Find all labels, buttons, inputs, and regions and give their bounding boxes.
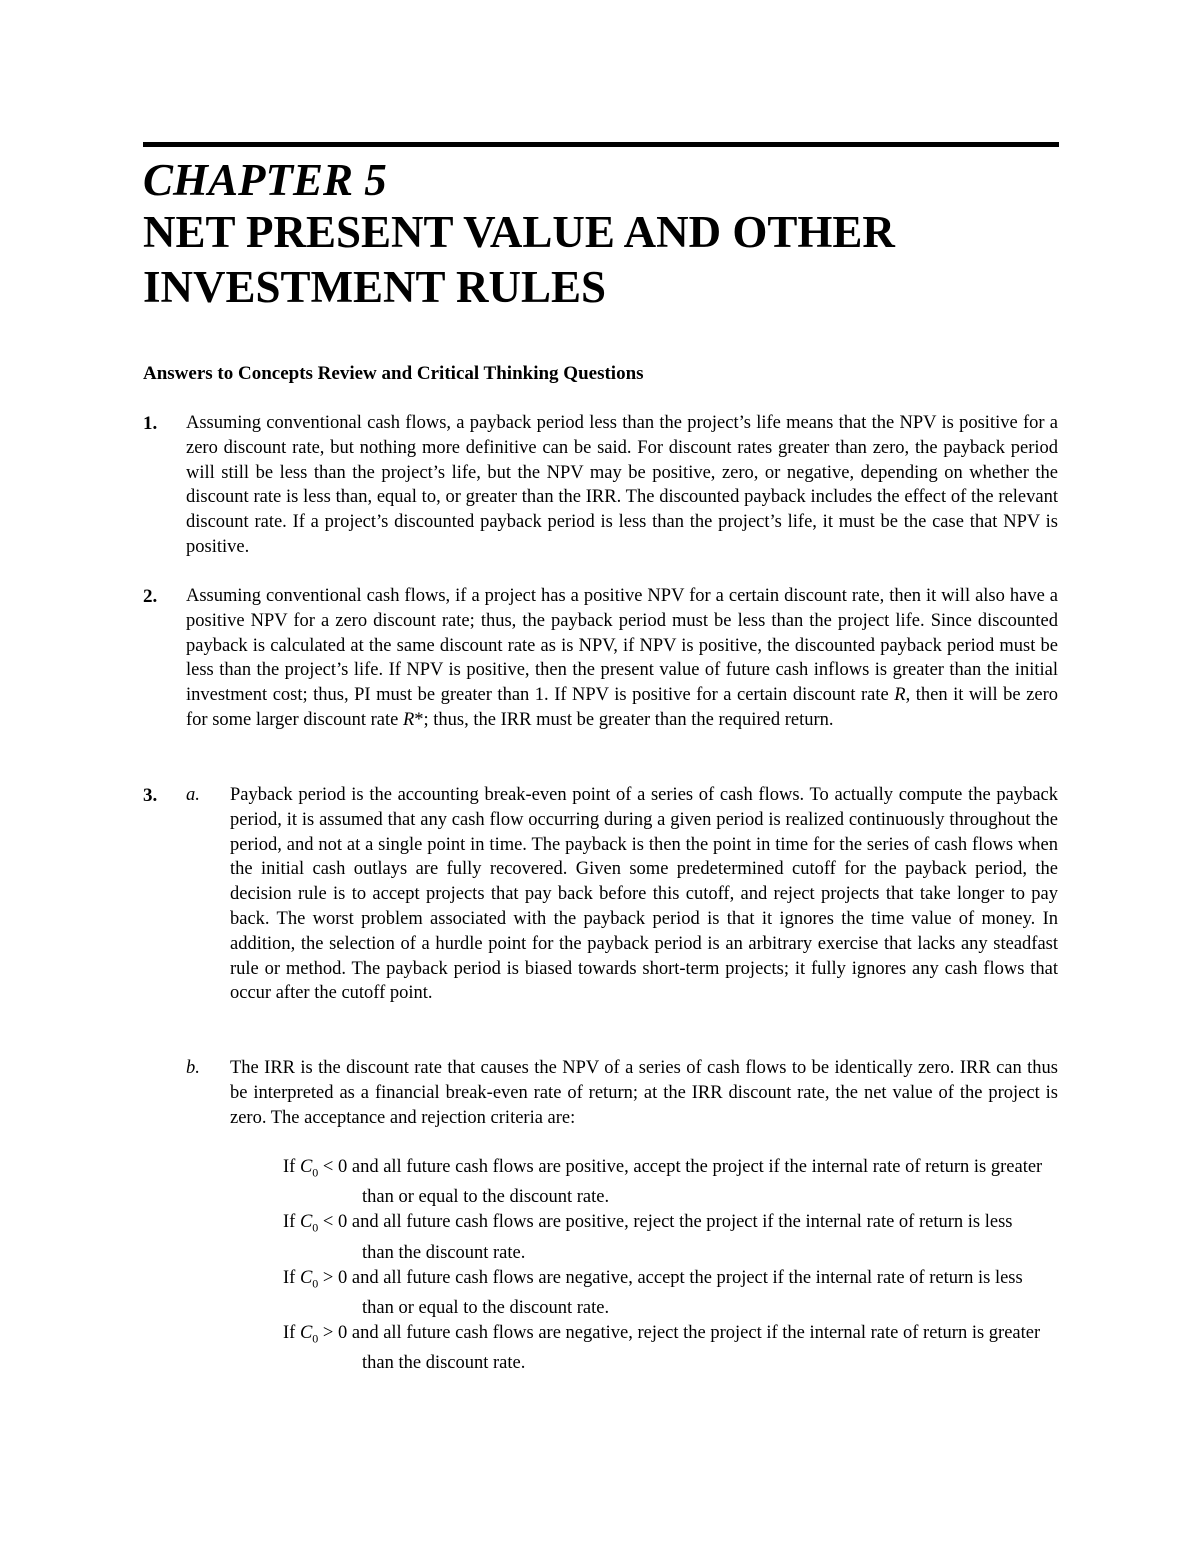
variable-c0 bbox=[299, 1267, 319, 1291]
criteria-text: > 0 and all future cash flows are negative, reject the project if the internal rate of return is greater than the discount rate. bbox=[318, 1322, 1041, 1374]
criteria-prefix: If bbox=[283, 1212, 300, 1233]
question-3a-letter: a. bbox=[186, 785, 200, 805]
question-3a-answer: Payback period is the accounting break-even point of a series of cash flows. To actually compute the payback period, it is assumed that any cash flow occurring during a given period is realized continuously throughout the period, and not at a single point in time. The payback is then the point in time for the series of cash flows when the initial cash outlays are fully recovered. Given some predetermined cutoff for the payback period, the decision rule is to accept projects that pay back before this cutoff, and reject projects that take longer to pay back. The worst problem associated with the payback period is that it ignores the time value of money. In addition, the selection of a hurdle point for the payback period is an arbitrary exercise that lacks any steadfast rule or method. The payback period is biased towards short-term projects; it fully ignores any cash flows that occur after the cutoff point. bbox=[230, 785, 1058, 1004]
subscript-0: 0 bbox=[312, 1331, 319, 1346]
variable-c0 bbox=[299, 1157, 319, 1180]
question-3-number: 3. bbox=[143, 785, 158, 806]
criteria-prefix: If bbox=[283, 1322, 300, 1343]
variable-c: C bbox=[299, 1212, 313, 1233]
variable-c: C bbox=[299, 1267, 313, 1288]
variable-c: C bbox=[299, 1157, 313, 1177]
criteria-item bbox=[283, 1210, 1043, 1265]
subscript-0: 0 bbox=[312, 1220, 319, 1235]
criteria-item bbox=[283, 1321, 1043, 1376]
top-rule-divider bbox=[143, 142, 1059, 147]
irr-criteria-list bbox=[283, 1155, 1043, 1376]
chapter-title: NET PRESENT VALUE AND OTHER INVESTMENT RULES bbox=[143, 207, 895, 312]
question-2-answer bbox=[186, 584, 1058, 733]
criteria-text: < 0 and all future cash flows are positive, reject the project if the internal rate of return is less than the discount rate. bbox=[318, 1212, 1013, 1263]
chapter-label: CHAPTER 5 bbox=[143, 155, 387, 205]
question-3b-letter: b. bbox=[186, 1058, 200, 1078]
variable-c0 bbox=[299, 1212, 319, 1235]
variable-c0 bbox=[299, 1322, 319, 1346]
question-1-answer: Assuming conventional cash flows, a payback period less than the project’s life means that the NPV is positive for a zero discount rate, but nothing more definitive can be said. For discount rates greater than zero, the payback period will still be less than the project’s life, but the NPV may be positive, zero, or negative, depending on whether the discount rate is less than, equal to, or greater than the IRR. The discounted payback includes the effect of the relevant discount rate. If a project’s discounted payback period is less than the project’s life, it must be the case that NPV is positive. bbox=[186, 413, 1058, 557]
question-2-number: 2. bbox=[143, 586, 158, 607]
section-heading: Answers to Concepts Review and Critical Thinking Questions bbox=[143, 363, 644, 384]
question-2-text-part3: *; thus, the IRR must be greater than the required return. bbox=[414, 709, 834, 730]
criteria-prefix: If bbox=[283, 1267, 300, 1288]
variable-r: R bbox=[894, 685, 906, 706]
question-3b-answer: The IRR is the discount rate that causes the NPV of a series of cash flows to be identically zero. IRR can thus be interpreted as a financial break-even rate of return; at the IRR discount rate, the net value of the project is zero. The acceptance and rejection criteria are: bbox=[230, 1058, 1058, 1128]
subscript-0: 0 bbox=[312, 1165, 319, 1180]
criteria-text: < 0 and all future cash flows are positive, accept the project if the internal rate of return is greater than or equal to the discount rate. bbox=[318, 1157, 1043, 1208]
subscript-0: 0 bbox=[312, 1276, 319, 1291]
criteria-text: > 0 and all future cash flows are negative, accept the project if the internal rate of return is less than or equal to the discount rate. bbox=[318, 1267, 1023, 1319]
variable-r-star: R bbox=[402, 709, 415, 730]
variable-c: C bbox=[299, 1322, 313, 1343]
question-2-text-part2: , then it will be zero for some larger discount rate bbox=[186, 685, 1058, 730]
criteria-item bbox=[283, 1266, 1043, 1321]
question-2-text-part1: Assuming conventional cash flows, if a project has a positive NPV for a certain discount rate, then it will also have a positive NPV for a zero discount rate; thus, the payback period must be less than the project life. Since discounted payback is calculated at the same discount rate as is NPV, if NPV is positive, the discounted payback period must be less than the project’s life. If NPV is positive, then the present value of future cash inflows is greater than the initial investment cost; thus, PI must be greater than 1. If NPV is positive for a certain discount rate bbox=[186, 586, 1058, 706]
question-1-number: 1. bbox=[143, 413, 158, 434]
criteria-item bbox=[283, 1155, 1043, 1210]
criteria-prefix: If bbox=[283, 1157, 300, 1177]
